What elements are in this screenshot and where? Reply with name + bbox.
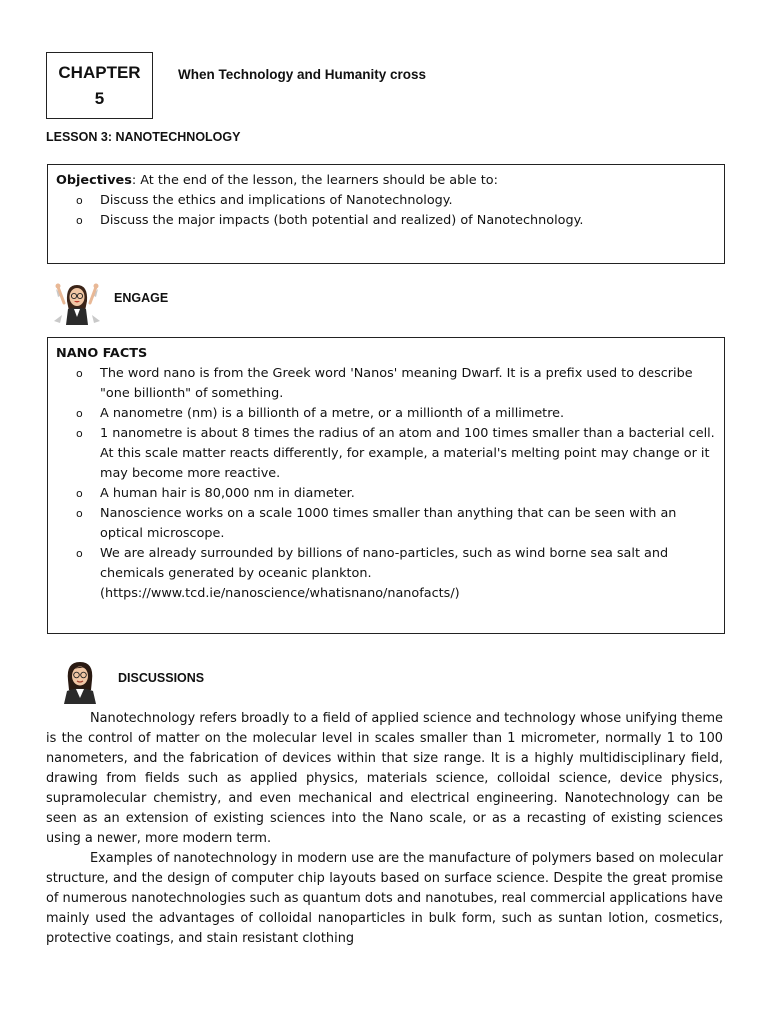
fact-text: A human hair is 80,000 nm in diameter. (100, 486, 355, 501)
engage-heading: ENGAGE (114, 291, 169, 305)
bullet-circle-icon: o (76, 507, 83, 520)
discussion-paragraph: Examples of nanotechnology in modern use are the manufacture of polymers based on molecular structure, and the design of computer chip layouts based on surface science. Despite the great promise of numerous nanotechnologies such as quantum dots and nanotubes, real commercial applications have mainly used the advantages of colloidal nanoparticles in bulk form, such as suntan lotion, cosmetics, protective coatings, and stain resistant clothing (46, 851, 723, 946)
list-item (56, 504, 716, 544)
list-item (56, 484, 716, 504)
objective-text: Discuss the major impacts (both potential and realized) of Nanotechnology. (100, 213, 584, 228)
discussions-heading: DISCUSSIONS (118, 671, 205, 685)
source-link: (https://www.tcd.ie/nanoscience/whatisnano/nanofacts/) (100, 586, 460, 601)
objectives-intro (56, 171, 716, 191)
list-item (56, 211, 716, 231)
bullet-circle-icon: o (76, 194, 83, 207)
teacher-cheering-avatar-icon (52, 281, 102, 327)
fact-text: The word nano is from the Greek word 'Nanos' meaning Dwarf. It is a prefix used to describe "one billionth" of something. (100, 366, 693, 401)
bullet-circle-icon: o (76, 407, 83, 420)
fact-text: Nanoscience works on a scale 1000 times smaller than anything that can be seen with an optical microscope. (100, 506, 677, 541)
bullet-circle-icon: o (76, 547, 83, 560)
chapter-number: 5 (94, 88, 105, 108)
nano-facts-heading: NANO FACTS (56, 346, 148, 361)
list-item (56, 191, 716, 211)
bullet-circle-icon: o (76, 214, 83, 227)
list-item (56, 424, 716, 484)
nano-facts-box (47, 337, 725, 634)
lesson-title: LESSON 3: NANOTECHNOLOGY (46, 130, 241, 144)
objectives-label: Objectives (56, 173, 132, 188)
fact-text: A nanometre (nm) is a billionth of a metre, or a millionth of a millimetre. (100, 406, 565, 421)
chapter-box (46, 52, 153, 119)
bullet-circle-icon: o (76, 487, 83, 500)
bullet-circle-icon: o (76, 427, 83, 440)
objectives-intro-text: : At the end of the lesson, the learners should be able to: (131, 173, 498, 188)
bullet-circle-icon: o (76, 367, 83, 380)
list-item (56, 544, 716, 584)
list-item (56, 404, 716, 424)
discussion-article (46, 709, 723, 949)
discussion-paragraph: Nanotechnology refers broadly to a field of applied science and technology whose unifying theme is the control of matter on the molecular level in scales smaller than 1 micrometer, normally 1 to 100 nanometers, and the fabrication of devices within that size range. It is a highly multidisciplinary field, drawing from fields such as applied physics, materials science, colloidal science, device physics, supramolecular chemistry, and even mechanical and electrical engineering. Nanotechnology can be seen as an extension of existing sciences into the Nano scale, or as a recasting of existing sciences using a newer, more modern term. (46, 711, 723, 846)
objectives-box (47, 164, 725, 264)
chapter-label: CHAPTER (58, 62, 141, 82)
objectives-list (56, 191, 716, 231)
fact-text: We are already surrounded by billions of nano-particles, such as wind borne sea salt and chemicals generated by oceanic plankton. (100, 546, 669, 581)
nano-facts-list (56, 364, 716, 584)
list-item (56, 364, 716, 404)
objective-text: Discuss the ethics and implications of Nanotechnology. (100, 193, 453, 208)
chapter-title: When Technology and Humanity cross (178, 67, 427, 82)
teacher-avatar-icon (60, 660, 100, 704)
fact-text: 1 nanometre is about 8 times the radius of an atom and 100 times smaller than a bacterial cell. At this scale matter reacts differently, for example, a material's melting point may change or it may become more reactive. (100, 426, 715, 481)
